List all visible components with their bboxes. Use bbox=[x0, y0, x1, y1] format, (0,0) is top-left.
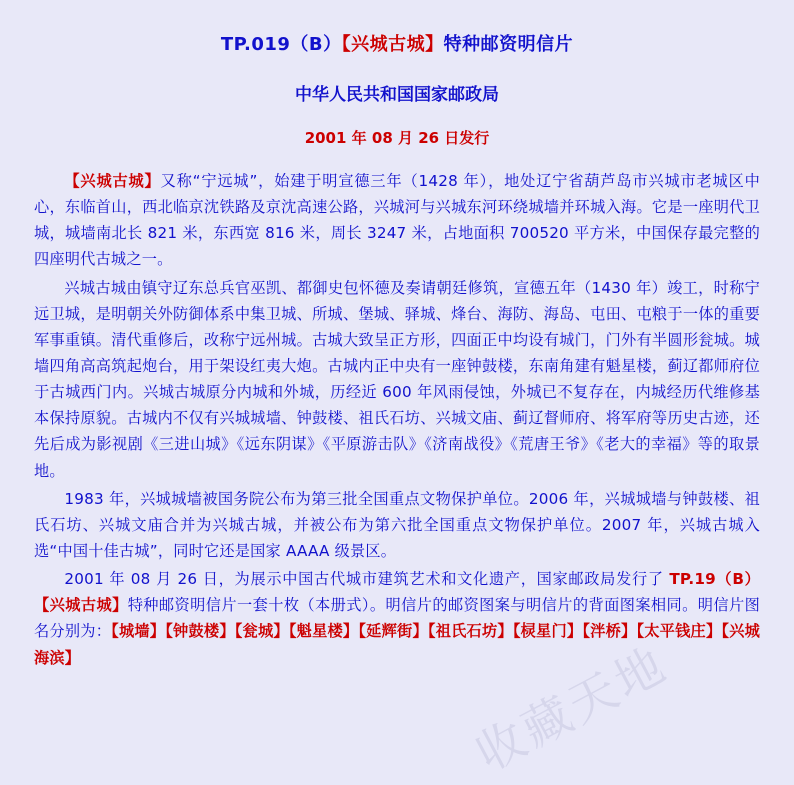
para1-run-1: 又称“宁远城”，始建于明宣德三年（1428 年），地处辽宁省葫芦岛市兴城市老城区中心，东临首山，西北临京沈铁路及京沈高速公路，兴城河与兴城东河环绕城墙并环城入海。它是一座明代卫城，城墙南北长 821 米，东西宽 816 米，周长 3247 米，占地面积 700520 平方米，中国保存最完整的四座明代古城之一。 bbox=[34, 172, 760, 269]
title-highlight: 【兴城古城】 bbox=[341, 34, 444, 55]
para4-run-0: 2001 年 08 月 26 日，为展示中国古代城市建筑艺术和文化遗产，国家邮政局发行了 bbox=[64, 570, 670, 589]
para4-run-3: 特种邮资明信片一套十枚（本册式）。明信片的邮资图案与明信片的背面图案相同。明信片图名分别为： bbox=[34, 596, 760, 641]
paragraph-3 bbox=[34, 486, 760, 564]
title-lead: TP.019（B） bbox=[220, 34, 342, 55]
page-title bbox=[34, 30, 760, 56]
para2-run-0: 兴城古城由镇守辽东总兵官巫凯、都御史包怀德及奏请朝廷修筑，宣德五年（1430 年）竣工，时称宁远卫城，是明朝关外防御体系中集卫城、所城、堡城、驿城、烽台、海防、海岛、屯田、屯粮于一体的重要军事重镇。清代重修后，改称宁远州城。古城大致呈正方形，四面正中均设有城门，门外有半圆形瓮城。城墙四角高高筑起炮台，用于架设红夷大炮。古城内正中央有一座钟鼓楼，东南角建有魁星楼，蓟辽都师府位于古城西门内。兴城古城原分内城和外城，历经近 600 年风雨侵蚀，外城已不复存在，内城经历代维修基本保持原貌。古城内不仅有兴城城墙、钟鼓楼、祖氏石坊、兴城文庙、蓟辽督师府、将军府等历史古迹，还先后成为影视剧《三进山城》《远东阴谋》《平原游击队》《济南战役》《荒唐王爷》《老大的幸福》等的取景地。 bbox=[34, 278, 760, 480]
paragraph-1 bbox=[34, 168, 760, 273]
issuer-name: 中华人民共和国国家邮政局 bbox=[295, 85, 499, 105]
para4-run-4: 【城墙】【钟鼓楼】【瓮城】【魁星楼】【延辉街】【祖氏石坊】【棂星门】【泮桥】【太平钱庄】【兴城海滨】 bbox=[34, 622, 761, 667]
title-tail: 特种邮资明信片 bbox=[443, 34, 574, 55]
article-body bbox=[34, 168, 760, 671]
paragraph-2 bbox=[34, 275, 760, 484]
para1-run-0: 【兴城古城】 bbox=[64, 172, 161, 190]
para4-run-2: 【兴城古城】 bbox=[34, 596, 128, 615]
watermark-text: 收藏天地 bbox=[467, 635, 678, 784]
paragraph-4 bbox=[34, 566, 760, 671]
para4-run-1: TP.19（B） bbox=[669, 570, 760, 589]
issue-date: 2001 年 08 月 26 日发行 bbox=[304, 129, 490, 147]
para3-run-0: 1983 年，兴城城墙被国务院公布为第三批全国重点文物保护单位。2006 年，兴城城墙与钟鼓楼、祖氏石坊、兴城文庙合并为兴城古城，并被公布为第六批全国重点文物保护单位。2007 年，兴城古城入选“中国十佳古城”，同时它还是国家 AAAA 级景区。 bbox=[34, 489, 760, 560]
